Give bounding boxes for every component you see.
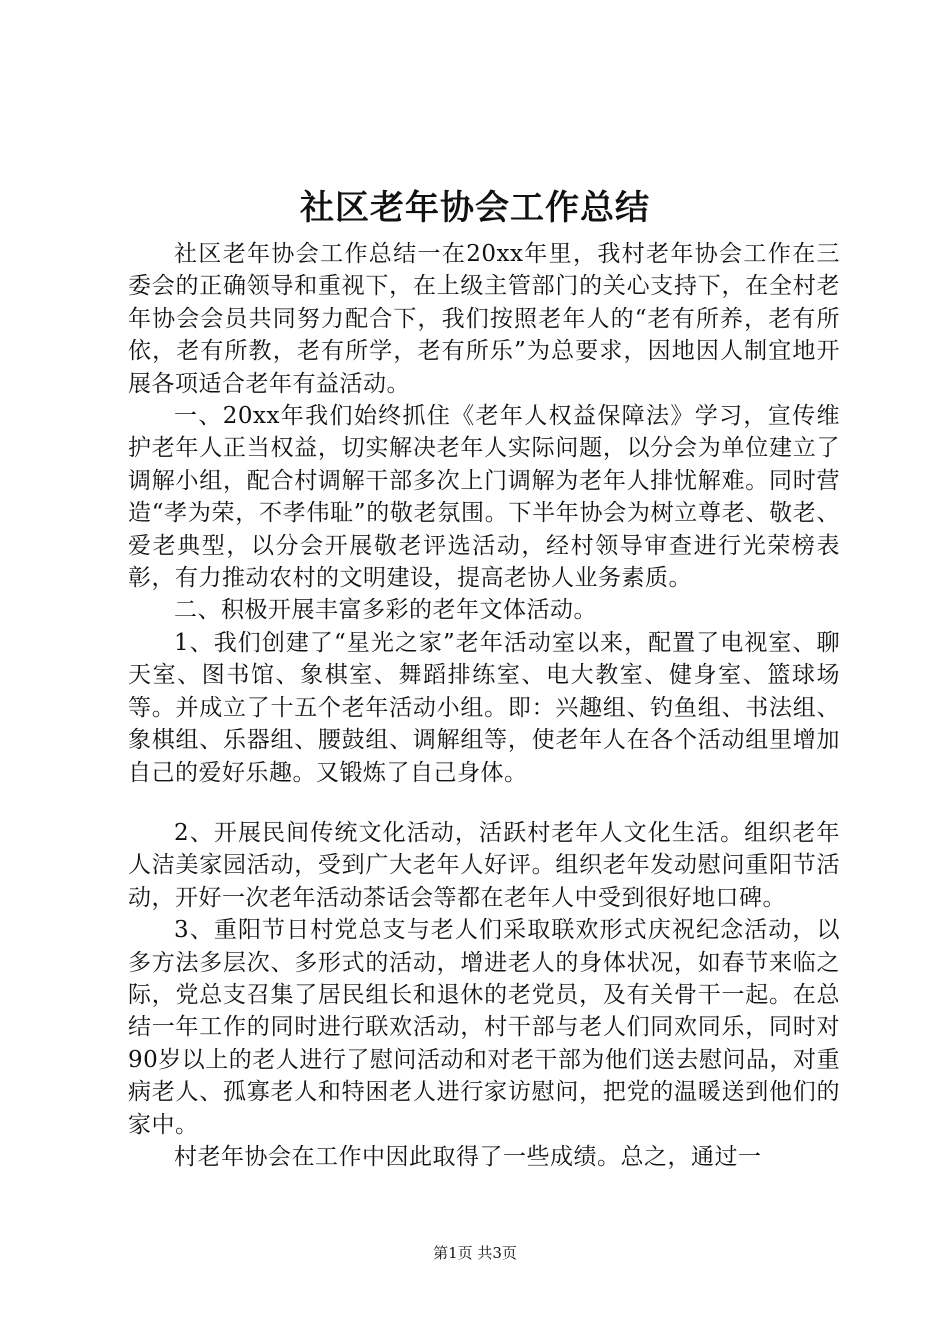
paragraph-item-3: 3、重阳节日村党总支与老人们采取联欢形式庆祝纪念活动，以多方法多层次、多形式的活动，增进老人的身体状况，如春节来临之际，党总支召集了居民组长和退休的老党员，及有关骨干一起。在总结一年工作的同时进行联欢活动，村干部与老人们同欢同乐，同时对90岁以上的老人进行了慰问活动和对老干部为他们送去慰问品，对重病老人、孤寡老人和特困老人进行家访慰问，把党的温暖送到他们的家中。 [128, 917, 840, 1138]
paragraph-section-2-heading: 二、积极开展丰富多彩的老年文体活动。 [174, 597, 597, 624]
paragraph-closing: 村老年协会在工作中因此取得了一些成绩。总之，通过一 [174, 1143, 762, 1170]
paragraph-intro: 社区老年协会工作总结一在20xx年里，我村老年协会工作在三委会的正确领导和重视下，在上级主管部门的关心支持下，在全村老年协会会员共同努力配合下，我们按照老年人的“老有所养，老有所依，老有所教，老有所学，老有所乐”为总要求，因地因人制宜地开展各项适合老年有益活动。 [128, 241, 840, 397]
paragraph-section-1: 一、20xx年我们始终抓住《老年人权益保障法》学习，宣传维护老年人正当权益，切实解决老年人实际问题，以分会为单位建立了调解小组，配合村调解干部多次上门调解为老年人排忧解难。同时营造“孝为荣，不孝伟耻”的敬老氛围。下半年协会为树立尊老、敬老、爱老典型，以分会开展敬老评选活动，经村领导审查进行光荣榜表彰，有力推动农村的文明建设，提高老协人业务素质。 [128, 403, 840, 592]
paragraph-item-2: 2、开展民间传统文化活动，活跃村老年人文化生活。组织老年人洁美家园活动，受到广大老年人好评。组织老年发动慰问重阳节活动，开好一次老年活动茶话会等都在老年人中受到很好地口碑。 [128, 819, 840, 911]
document-title: 社区老年协会工作总结 [300, 188, 650, 228]
paragraph-item-1: 1、我们创建了“星光之家”老年活动室以来，配置了电视室、聊天室、图书馆、象棋室、舞蹈排练室、电大教室、健身室、篮球场等。并成立了十五个老年活动小组。即：兴趣组、钓鱼组、书法组、象棋组、乐器组、腰鼓组、调解组等，使老年人在各个活动组里增加自己的爱好乐趣。又锻炼了自己身体。 [128, 629, 840, 786]
page-footer: 第1页 共3页 [433, 1244, 517, 1262]
document-body [128, 238, 840, 1173]
